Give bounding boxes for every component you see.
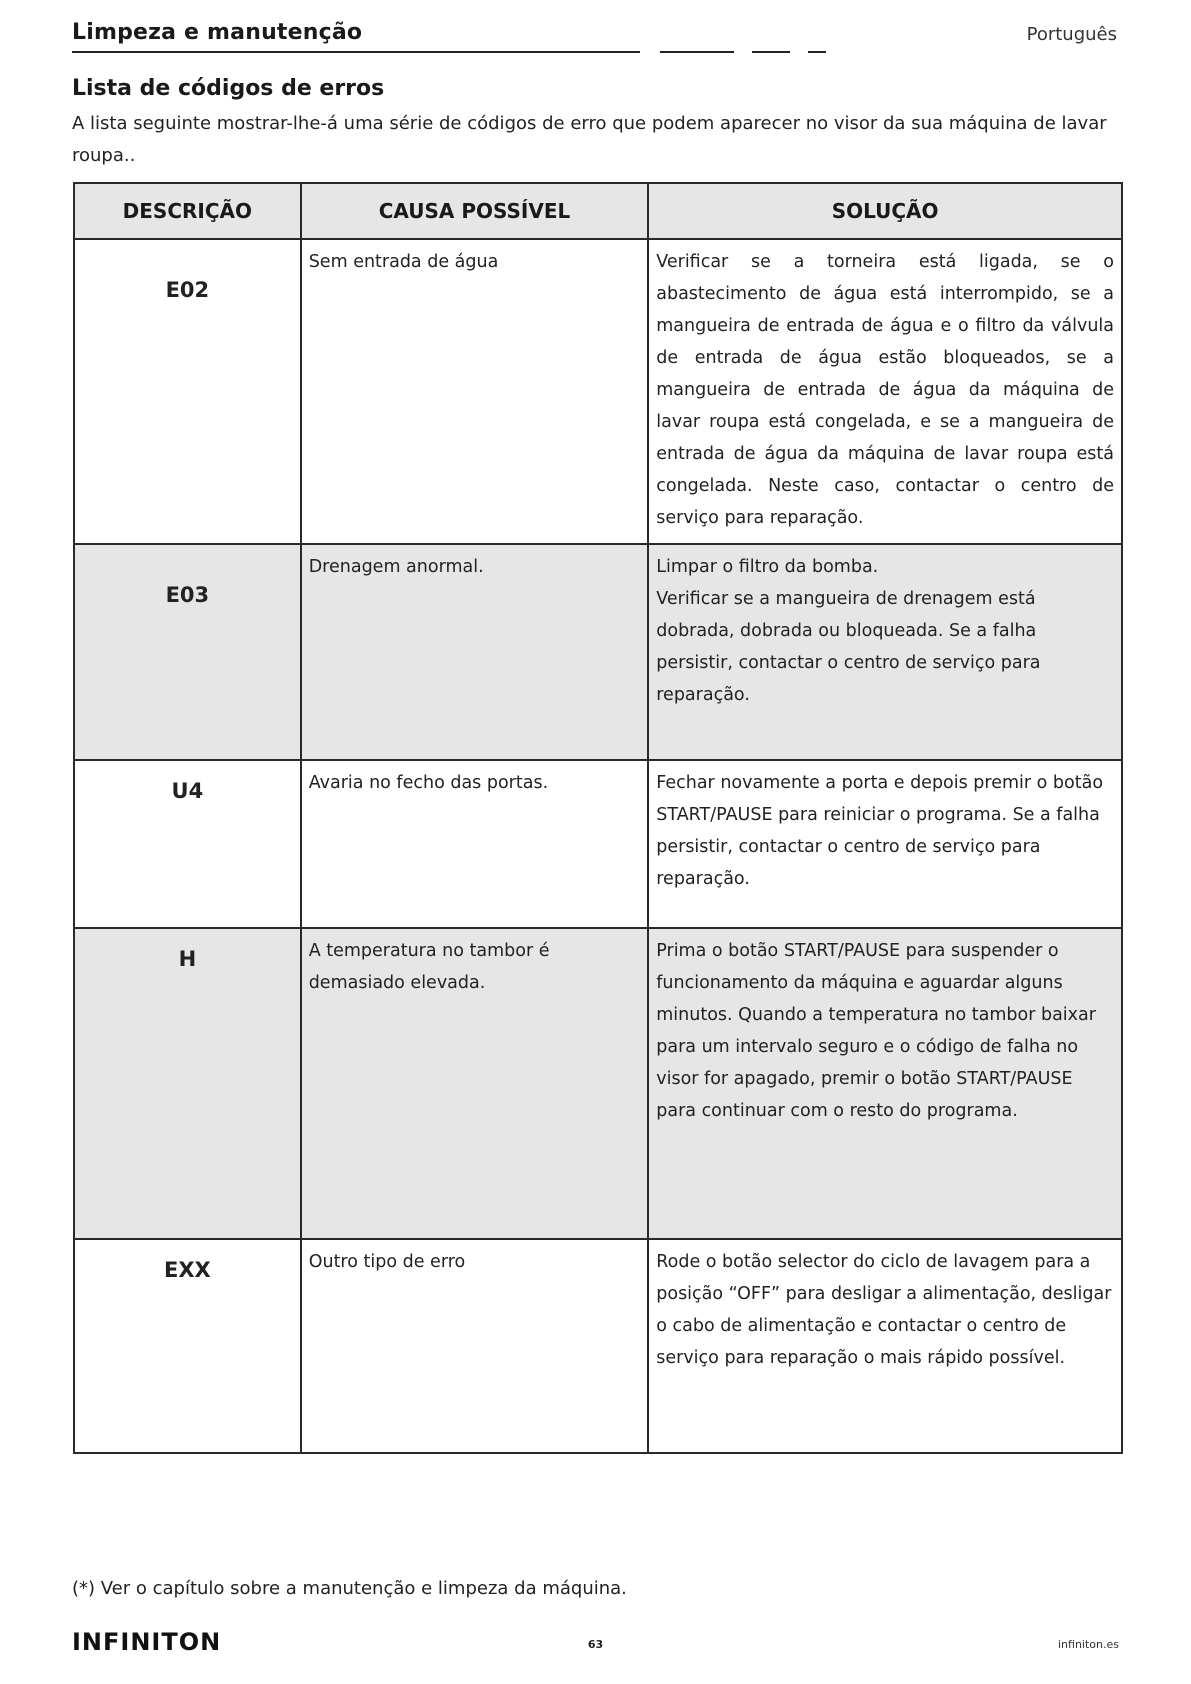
column-header-solution: SOLUÇÃO bbox=[648, 183, 1122, 239]
error-cause: Sem entrada de água bbox=[301, 239, 649, 544]
error-code: U4 bbox=[74, 760, 301, 928]
error-cause: Outro tipo de erro bbox=[301, 1239, 649, 1453]
footnote: (*) Ver o capítulo sobre a manutenção e limpeza da máquina. bbox=[72, 1578, 627, 1599]
column-header-cause: CAUSA POSSÍVEL bbox=[301, 183, 649, 239]
table-row bbox=[74, 760, 1122, 928]
error-solution: Limpar o filtro da bomba. Verificar se a mangueira de drenagem está dobrada, dobrada ou bloqueada. Se a falha persistir, contactar o centro de serviço para reparação. bbox=[648, 544, 1122, 760]
table-row bbox=[74, 239, 1122, 544]
section-title: Lista de códigos de erros bbox=[72, 76, 385, 101]
error-code: EXX bbox=[74, 1239, 301, 1453]
error-code: E02 bbox=[74, 239, 301, 544]
header-rule-dash bbox=[752, 51, 790, 53]
error-code: H bbox=[74, 928, 301, 1239]
error-solution: Rode o botão selector do ciclo de lavagem para a posição “OFF” para desligar a alimentação, desligar o cabo de alimentação e contactar o centro de serviço para reparação o mais rápido possível. bbox=[648, 1239, 1122, 1453]
column-header-description: DESCRIÇÃO bbox=[74, 183, 301, 239]
table-row bbox=[74, 1239, 1122, 1453]
error-code: E03 bbox=[74, 544, 301, 760]
error-solution: Prima o botão START/PAUSE para suspender o funcionamento da máquina e aguardar alguns minutos. Quando a temperatura no tambor baixar para um intervalo seguro e o código de falha no visor for apagado, premir o botão START/PAUSE para continuar com o resto do programa. bbox=[648, 928, 1122, 1239]
table-header-row bbox=[74, 183, 1122, 239]
error-cause: Drenagem anormal. bbox=[301, 544, 649, 760]
header-rule-dash bbox=[808, 51, 826, 53]
table-row bbox=[74, 544, 1122, 760]
error-codes-table bbox=[73, 182, 1123, 1454]
page-number: 63 bbox=[587, 1638, 604, 1651]
error-cause: Avaria no fecho das portas. bbox=[301, 760, 649, 928]
error-cause: A temperatura no tambor é demasiado elevada. bbox=[301, 928, 649, 1239]
table-row bbox=[74, 928, 1122, 1239]
website-url: infiniton.es bbox=[1058, 1638, 1119, 1651]
error-solution: Fechar novamente a porta e depois premir o botão START/PAUSE para reiniciar o programa. Se a falha persistir, contactar o centro de serviço para reparação. bbox=[648, 760, 1122, 928]
brand-logo: INFINITON bbox=[72, 1628, 222, 1656]
page-header-title: Limpeza e manutenção bbox=[72, 20, 363, 45]
language-label: Português bbox=[1026, 24, 1117, 45]
error-solution: Verificar se a torneira está ligada, se o abastecimento de água está interrompido, se a mangueira de entrada de água e o filtro da válvula de entrada de água estão bloqueados, se a mangueira de entrada de água da máquina de lavar roupa está congelada, e se a mangueira de entrada de água da máquina de lavar roupa está congelada. Neste caso, contactar o centro de serviço para reparação. bbox=[648, 239, 1122, 544]
header-rule-dash bbox=[660, 51, 734, 53]
intro-paragraph: A lista seguinte mostrar-lhe-á uma série de códigos de erro que podem aparecer no visor da sua máquina de lavar roupa.. bbox=[72, 113, 1107, 166]
header-rule bbox=[72, 51, 640, 53]
